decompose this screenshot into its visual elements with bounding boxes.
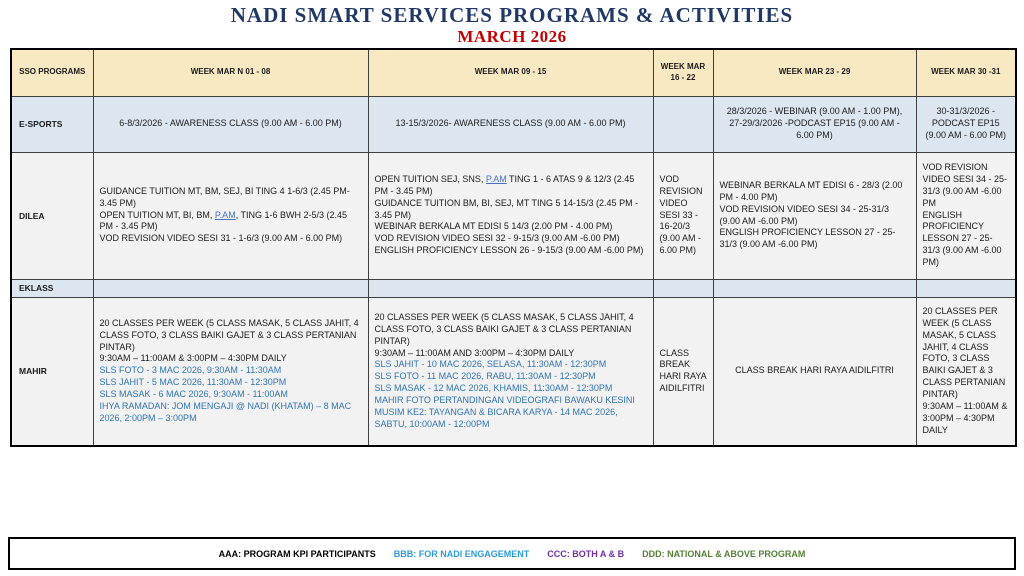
cell-esports-week2 (368, 96, 653, 152)
cell-text: , TING 1-6 BWH 2-5/3 (2.45 PM - 3.45 PM) (99, 209, 348, 232)
cell-line (100, 353, 362, 365)
program-label-dilea: DILEA (11, 152, 93, 279)
program-label-esports: E-SPORTS (11, 96, 93, 152)
cell-text: 20 CLASSES PER WEEK (5 CLASS MASAK, 5 CLASS JAHIT, 4 CLASS FOTO, 3 CLASS BAIKI GAJET & 3 CLASS PERTANIAN PINTAR) (374, 311, 634, 346)
cell-line (923, 106, 1010, 142)
cell-text: GUIDANCE TUITION BM, BI, SEJ, MT TING 5 14-15/3 (2.45 PM - 3.45 PM) (374, 197, 639, 220)
cell-line (375, 118, 647, 130)
cell-text: WEBINAR BERKALA MT EDISI 5 14/3 (2.00 PM - 4.00 PM) (374, 221, 613, 232)
legend-item-0: AAA: PROGRAM KPI PARTICIPANTS (218, 548, 376, 559)
cell-text: ENGLISH PROFICIENCY LESSON 27 - 25-31/3 (9.00 AM -6.00 PM) (922, 209, 1002, 268)
cell-esports-week3 (653, 96, 713, 152)
cell-line (375, 198, 647, 222)
cell-text: 9:30AM – 11:00AM & 3:00PM – 4:30PM DAILY (922, 400, 1008, 435)
cell-text: SLS FOTO - 11 MAC 2026, RABU, 11:30AM - 12:30PM (374, 371, 596, 382)
cell-text: 27-29/3/2026 -PODCAST EP15 (9.00 AM - 6.00 PM) (729, 118, 900, 140)
cell-text: WEBINAR BERKALA MT EDISI 6 - 28/3 (2.00 PM - 4.00 PM) (719, 179, 903, 202)
legend-item-2: CCC: BOTH A & B (547, 548, 625, 559)
cell-text: IHYA RAMADAN: JOM MENGAJI @ NADI (KHATAM) – 8 MAC 2026, 2:00PM – 3:00PM (99, 400, 352, 423)
legend-item-1: BBB: FOR NADI ENGAGEMENT (393, 548, 530, 559)
cell-line (375, 359, 647, 371)
cell-line (720, 204, 910, 228)
cell-eklass-week4 (713, 279, 916, 297)
cell-line (375, 371, 647, 383)
table-row-eklass (11, 279, 1016, 297)
cell-mahir-week4 (713, 297, 916, 446)
cell-line (375, 312, 647, 348)
program-label-eklass: EKLASS (11, 279, 93, 297)
cell-eklass-week5 (916, 279, 1016, 297)
cell-eklass-week3 (653, 279, 713, 297)
cell-text: 6-8/3/2026 - AWARENESS CLASS (9.00 AM - 6.00 PM) (119, 118, 342, 129)
cell-line (100, 186, 362, 210)
cell-text: VOD REVISION VIDEO SESI 32 - 9-15/3 (9.00 AM -6.00 PM) (374, 233, 620, 244)
cell-line (375, 395, 647, 431)
table-body (11, 96, 1016, 446)
legend-bar (8, 537, 1016, 570)
table-row-dilea (11, 152, 1016, 279)
cell-text: TING 1 - 6 ATAS 9 & 12/3 (2.45 PM - 3.45 PM) (374, 173, 635, 196)
cell-line (720, 365, 910, 377)
cell-mahir-week1 (93, 297, 368, 446)
cell-text: OPEN TUITION SEJ, SNS, (374, 173, 486, 184)
cell-line (100, 377, 362, 389)
cell-line (720, 180, 910, 204)
cell-line (375, 245, 647, 257)
cell-line (923, 306, 1010, 401)
page-title: NADI SMART SERVICES PROGRAMS & ACTIVITIES (230, 3, 794, 27)
cell-line (720, 227, 910, 251)
page-subtitle: MARCH 2026 (457, 27, 567, 46)
column-header-2: WEEK MAR 09 - 15 (368, 49, 653, 96)
cell-text: VOD REVISION VIDEO SESI 33 - 16-20/3 (9.00 AM - 6.00 PM) (659, 173, 703, 256)
cell-line (375, 383, 647, 395)
table-row-mahir (11, 297, 1016, 446)
cell-mahir-week2 (368, 297, 653, 446)
cell-line (660, 174, 707, 257)
cell-text: SLS JAHIT - 5 MAC 2026, 11:30AM - 12:30PM (99, 377, 287, 388)
cell-line (660, 348, 707, 396)
cell-line (375, 221, 647, 233)
cell-line (100, 210, 362, 234)
column-header-0: SSO PROGRAMS (11, 49, 93, 96)
cell-text: ENGLISH PROFICIENCY LESSON 27 - 25-31/3 (9.00 AM -6.00 PM) (719, 227, 896, 250)
cell-text: 28/3/2026 - WEBINAR (9.00 AM - 1.00 PM), (726, 106, 903, 117)
cell-text: 20 CLASSES PER WEEK (5 CLASS MASAK, 5 CLASS JAHIT, 4 CLASS FOTO, 3 CLASS BAIKI GAJET & 3 CLASS PERTANIAN PINTAR) (922, 305, 1006, 400)
cell-text: ENGLISH PROFICIENCY LESSON 26 - 9-15/3 (9.00 AM -6.00 PM) (374, 245, 644, 256)
cell-text: GUIDANCE TUITION MT, BM, SEJ, BI TING 4 1-6/3 (2.45 PM-3.45 PM) (99, 185, 350, 208)
cell-text: CLASS BREAK HARI RAYA AIDILFITRI (659, 347, 707, 394)
cell-text: SLS JAHIT - 10 MAC 2026, SELASA, 11:30AM - 12:30PM (374, 359, 607, 370)
cell-line (375, 348, 647, 360)
header-row (11, 49, 1016, 96)
cell-line (100, 118, 362, 130)
cell-text: MAHIR FOTO PERTANDINGAN VIDEOGRAFI BAWAKU KESINI MUSIM KE2: TAYANGAN & BICARA KARYA - 14 MAC 2026, SABTU, 10:00AM - 12:00PM (374, 395, 635, 429)
cell-esports-week4 (713, 96, 916, 152)
cell-dilea-week5 (916, 152, 1016, 279)
cell-dilea-week1 (93, 152, 368, 279)
cell-esports-week1 (93, 96, 368, 152)
cell-text: SLS FOTO - 3 MAC 2026, 9:30AM - 11:30AM (99, 365, 282, 376)
program-label-mahir: MAHIR (11, 297, 93, 446)
cell-mahir-week3 (653, 297, 713, 446)
column-header-5: WEEK MAR 30 -31 (916, 49, 1016, 96)
cell-line (100, 318, 362, 354)
cell-dilea-week3 (653, 152, 713, 279)
pam-link[interactable]: P.AM (214, 209, 236, 220)
cell-line (923, 210, 1010, 269)
cell-text: 9:30AM – 11:00AM & 3:00PM – 4:30PM DAILY (99, 353, 287, 364)
legend-item-3: DDD: NATIONAL & ABOVE PROGRAM (642, 548, 806, 559)
cell-text: SLS MASAK - 6 MAC 2026, 9:30AM - 11:00AM (99, 389, 288, 400)
cell-line (720, 106, 910, 118)
cell-line (720, 118, 910, 142)
cell-line (100, 365, 362, 377)
cell-text: VOD REVISION VIDEO SESI 31 - 1-6/3 (9.00 AM - 6.00 PM) (99, 233, 343, 244)
cell-text: 13-15/3/2026- AWARENESS CLASS (9.00 AM - 6.00 PM) (395, 118, 626, 129)
cell-esports-week5 (916, 96, 1016, 152)
pam-link[interactable]: P.AM (485, 173, 507, 184)
cell-text: VOD REVISION VIDEO SESI 34 - 25-31/3 (9.00 AM -6.00 PM (922, 162, 1008, 208)
table-header (11, 49, 1016, 96)
cell-text: 20 CLASSES PER WEEK (5 CLASS MASAK, 5 CLASS JAHIT, 4 CLASS FOTO, 3 CLASS BAIKI GAJET & 3 CLASS PERTANIAN PINTAR) (99, 317, 359, 352)
cell-text: 30-31/3/2026 - PODCAST EP15 (9.00 AM - 6.00 PM) (925, 106, 1007, 140)
column-header-1: WEEK MAR N 01 - 08 (93, 49, 368, 96)
cell-text: 9:30AM – 11:00AM AND 3:00PM – 4:30PM DAILY (374, 347, 575, 358)
column-header-4: WEEK MAR 23 - 29 (713, 49, 916, 96)
cell-text: SLS MASAK - 12 MAC 2026, KHAMIS, 11:30AM - 12:30PM (374, 383, 613, 394)
cell-line (923, 162, 1010, 210)
programs-schedule-table (10, 48, 1017, 447)
cell-text: VOD REVISION VIDEO SESI 34 - 25-31/3 (9.00 AM -6.00 PM) (719, 203, 890, 226)
cell-line (100, 389, 362, 401)
cell-dilea-week4 (713, 152, 916, 279)
cell-mahir-week5 (916, 297, 1016, 446)
cell-line (923, 401, 1010, 437)
table-row-esports (11, 96, 1016, 152)
cell-text: OPEN TUITION MT, BI, BM, (99, 209, 215, 220)
cell-line (375, 174, 647, 198)
column-header-3: WEEK MAR 16 - 22 (653, 49, 713, 96)
cell-eklass-week2 (368, 279, 653, 297)
cell-text: CLASS BREAK HARI RAYA AIDILFITRI (735, 365, 894, 376)
cell-line (375, 233, 647, 245)
cell-dilea-week2 (368, 152, 653, 279)
cell-line (100, 401, 362, 425)
cell-line (100, 233, 362, 245)
cell-eklass-week1 (93, 279, 368, 297)
